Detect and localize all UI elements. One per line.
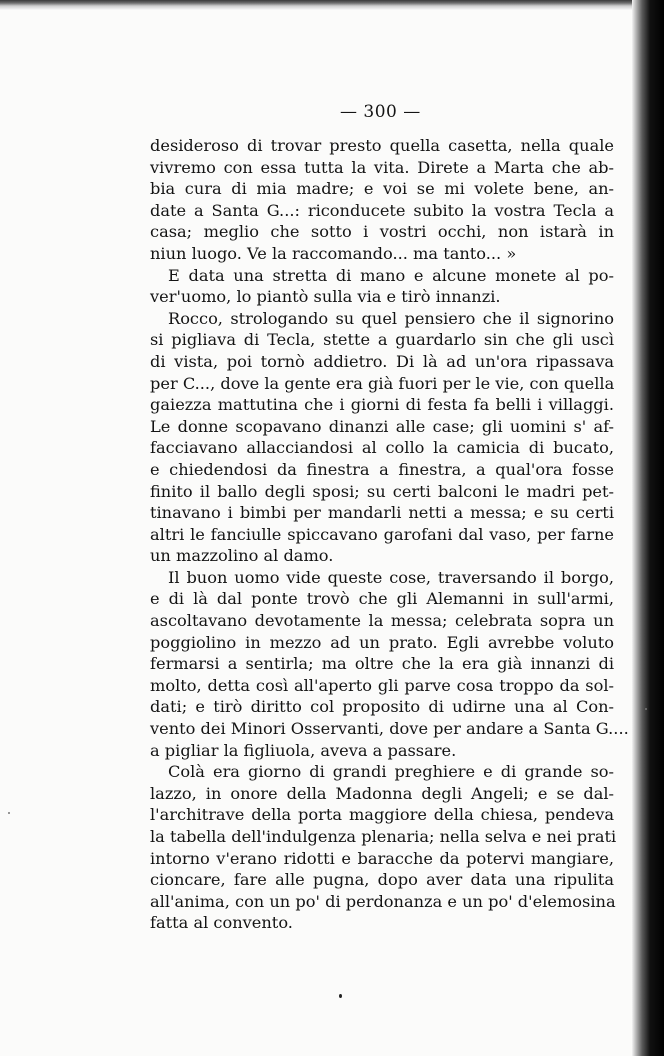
- text-line: l'architrave della porta maggiore della chiesa, pendeva: [150, 805, 614, 825]
- text-line: vivremo con essa tutta la vita. Direte a Marta che ab-: [150, 157, 614, 177]
- text-line: la tabella dell'indulgenza plenaria; nella selva e nei prati: [150, 827, 617, 846]
- text-line: intorno v'erano ridotti e baracche da potervi mangiare,: [150, 848, 614, 868]
- paragraph: [150, 308, 614, 567]
- text-line: e di là dal ponte trovò che gli Alemanni in sull'armi,: [150, 589, 614, 609]
- text-line: date a Santa G...: riconducete subito la vostra Tecla a: [150, 200, 614, 220]
- text-line: finito il ballo degli sposi; su certi balconi le madri pet-: [150, 481, 614, 501]
- ink-speck: [8, 812, 10, 814]
- text-line: per C..., dove la gente era già fuori per le vie, con quella: [150, 373, 615, 393]
- text-line: Rocco, strologando su quel pensiero che il signorino: [168, 308, 614, 328]
- text-line: facciavano allacciandosi al collo la camicia di bucato,: [150, 438, 614, 458]
- text-line: molto, detta così all'aperto gli parve cosa troppo da sol-: [150, 675, 614, 695]
- text-line: lazzo, in onore della Madonna degli Angeli; e se dal-: [150, 783, 614, 803]
- text-line: cioncare, fare alle pugna, dopo aver data una ripulita: [150, 870, 614, 890]
- page-top-edge: [0, 0, 664, 10]
- text-line: niun luogo. Ve la raccomando... ma tanto... »: [150, 243, 517, 263]
- text-line: vento dei Minori Osservanti, dove per andare a Santa G....: [150, 719, 629, 739]
- ink-speck: [339, 994, 342, 998]
- paragraph: [150, 135, 614, 265]
- text-line: e chiedendosi da finestra a finestra, a qual'ora fosse: [150, 459, 614, 479]
- text-line: bia cura di mia madre; e voi se mi volete bene, an-: [150, 179, 614, 199]
- paragraph: [150, 567, 629, 761]
- text-line: all'anima, con un po' di perdonanza e un po' d'elemosina: [150, 891, 616, 911]
- paragraph: [150, 265, 614, 308]
- text-line: tinavano i bimbi per mandarli netti a messa; e su certi: [150, 503, 614, 523]
- text-line: un mazzolino al damo.: [150, 546, 334, 566]
- text-line: fermarsi a sentirla; ma oltre che la era già innanzi di: [150, 654, 614, 674]
- text-line: casa; meglio che sotto i vostri occhi, non istarà in: [150, 222, 614, 242]
- book-spine-shadow: [632, 0, 664, 1056]
- text-line: Colà era giorno di grandi preghiere e di grande so-: [168, 762, 614, 782]
- text-line: Le donne scopavano dinanzi alle case; gli uomini s' af-: [150, 416, 614, 436]
- paragraph: [150, 761, 617, 934]
- text-line: fatta al convento.: [150, 913, 293, 933]
- text-line: di vista, poi tornò addietro. Di là ad un'ora ripassava: [150, 351, 614, 371]
- text-line: poggiolino in mezzo ad un prato. Egli avrebbe voluto: [150, 632, 614, 652]
- page-number: — 300 —: [340, 102, 421, 122]
- text-line: dati; e tirò diritto col proposito di udirne una al Con-: [150, 697, 614, 717]
- text-line: desideroso di trovar presto quella casetta, nella quale: [150, 136, 614, 155]
- text-line: gaiezza mattutina che i giorni di festa fa belli i villaggi.: [150, 395, 614, 415]
- text-line: a pigliar la figliuola, aveva a passare.: [150, 740, 457, 760]
- text-line: ascoltavano devotamente la messa; celebrata sopra un: [150, 611, 614, 631]
- text-line: ver'uomo, lo piantò sulla via e tirò innanzi.: [150, 287, 501, 307]
- ink-speck: [645, 708, 647, 710]
- text-line: Il buon uomo vide queste cose, traversando il borgo,: [168, 567, 614, 587]
- text-line: si pigliava di Tecla, stette a guardarlo sin che gli uscì: [150, 330, 614, 350]
- body-text: [150, 135, 629, 934]
- text-line: altri le fanciulle spiccavano garofani dal vaso, per farne: [150, 524, 614, 544]
- text-line: E data una stretta di mano e alcune monete al po-: [168, 265, 614, 285]
